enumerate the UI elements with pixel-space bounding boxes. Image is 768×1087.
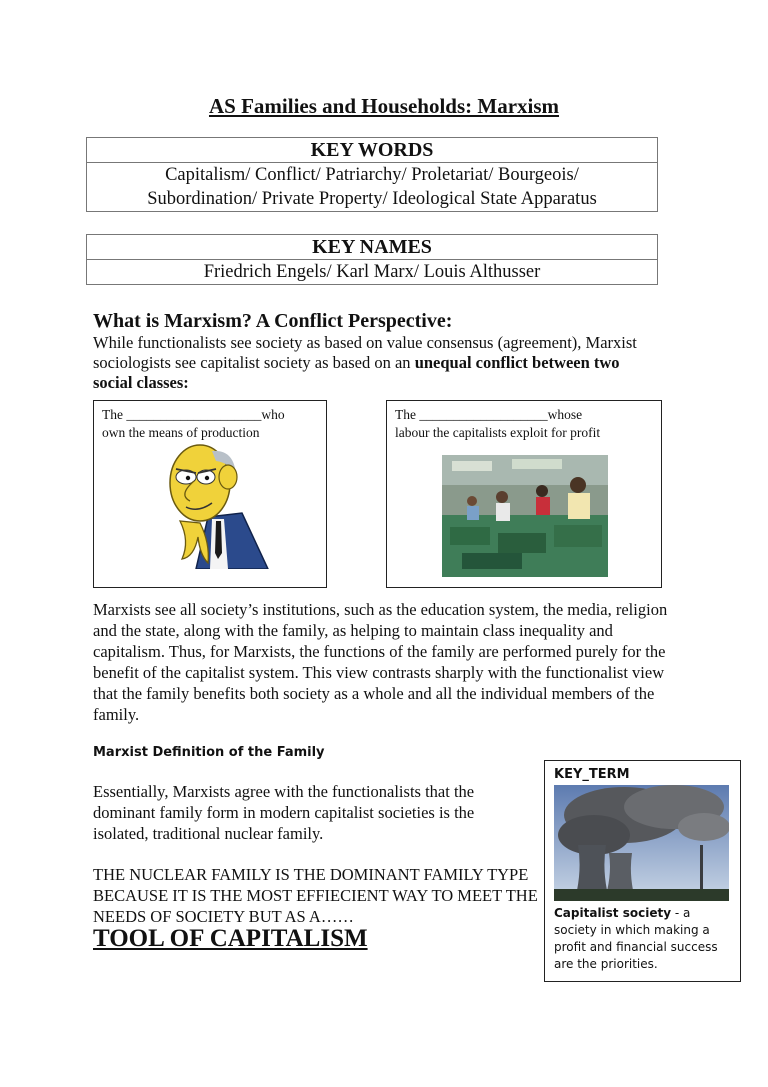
bourgeoisie-box (93, 400, 327, 588)
definition-heading: Marxist Definition of the Family (93, 745, 325, 760)
factory-workers-image (442, 455, 608, 577)
key-term-definition-text: - a society in which making a profit and financial success are the priorities. (554, 906, 718, 971)
key-names-heading: KEY NAMES (87, 235, 657, 260)
key-words-line-2: Subordination/ Private Property/ Ideological State Apparatus (147, 189, 597, 209)
page-title: AS Families and Households: Marxism (208, 94, 560, 118)
institutions-paragraph: Marxists see all society’s institutions, such as the education system, the media, religion and the state, along with the family, as helping to maintain class inequality and capitalism. Thus, for Marxists, the functions of the family are performed purely for the benefit of the capitalist system. This view contrasts sharply with the functionalist view that the family benefits both society as a whole and all the individual members of the family. (93, 600, 668, 724)
marxism-intro (93, 333, 663, 393)
power-station-image (554, 785, 729, 901)
key-term-label: KEY_TERM (554, 767, 630, 782)
key-words-box (86, 137, 658, 212)
proletariat-caption-line-2: labour the capitalists exploit for profit (395, 425, 601, 440)
bourgeoisie-caption-line-1: The ____________________who (102, 407, 285, 422)
bourgeoisie-caption (94, 401, 326, 442)
proletariat-caption-line-1: The ___________________whose (395, 407, 583, 422)
nuclear-family-statement: THE NUCLEAR FAMILY IS THE DOMINANT FAMILY TYPE BECAUSE IT IS THE MOST EFFIECIENT WAY TO MEET THE NEEDS OF SOCIETY BUT AS A…… (93, 865, 538, 926)
bourgeoisie-caption-line-2: own the means of production (102, 425, 260, 440)
key-names-box (86, 234, 658, 285)
proletariat-box (386, 400, 662, 588)
intro-bold: unequal conflict between two social classes: (93, 353, 620, 392)
key-words-line-1: Capitalism/ Conflict/ Patriarchy/ Proletariat/ Bourgeois/ (165, 165, 579, 185)
key-names-list: Friedrich Engels/ Karl Marx/ Louis Althusser (203, 262, 541, 282)
key-words-list (87, 163, 657, 211)
key-words-heading: KEY WORDS (87, 138, 657, 163)
proletariat-caption (387, 401, 661, 442)
key-term-definition (554, 905, 734, 973)
tool-of-capitalism: TOOL OF CAPITALISM (93, 925, 368, 952)
intro-plain: While functionalists see society as based on value consensus (agreement), Marxist sociologists see capitalist society as based on an (93, 333, 637, 372)
key-term-box (544, 760, 741, 982)
capitalist-cartoon-image (150, 441, 270, 569)
definition-paragraph: Essentially, Marxists agree with the functionalists that the dominant family form in modern capitalist societies is the isolated, traditional nuclear family. (93, 782, 475, 843)
key-term-term: Capitalist society (554, 906, 672, 920)
marxism-heading: What is Marxism? A Conflict Perspective: (93, 310, 453, 332)
